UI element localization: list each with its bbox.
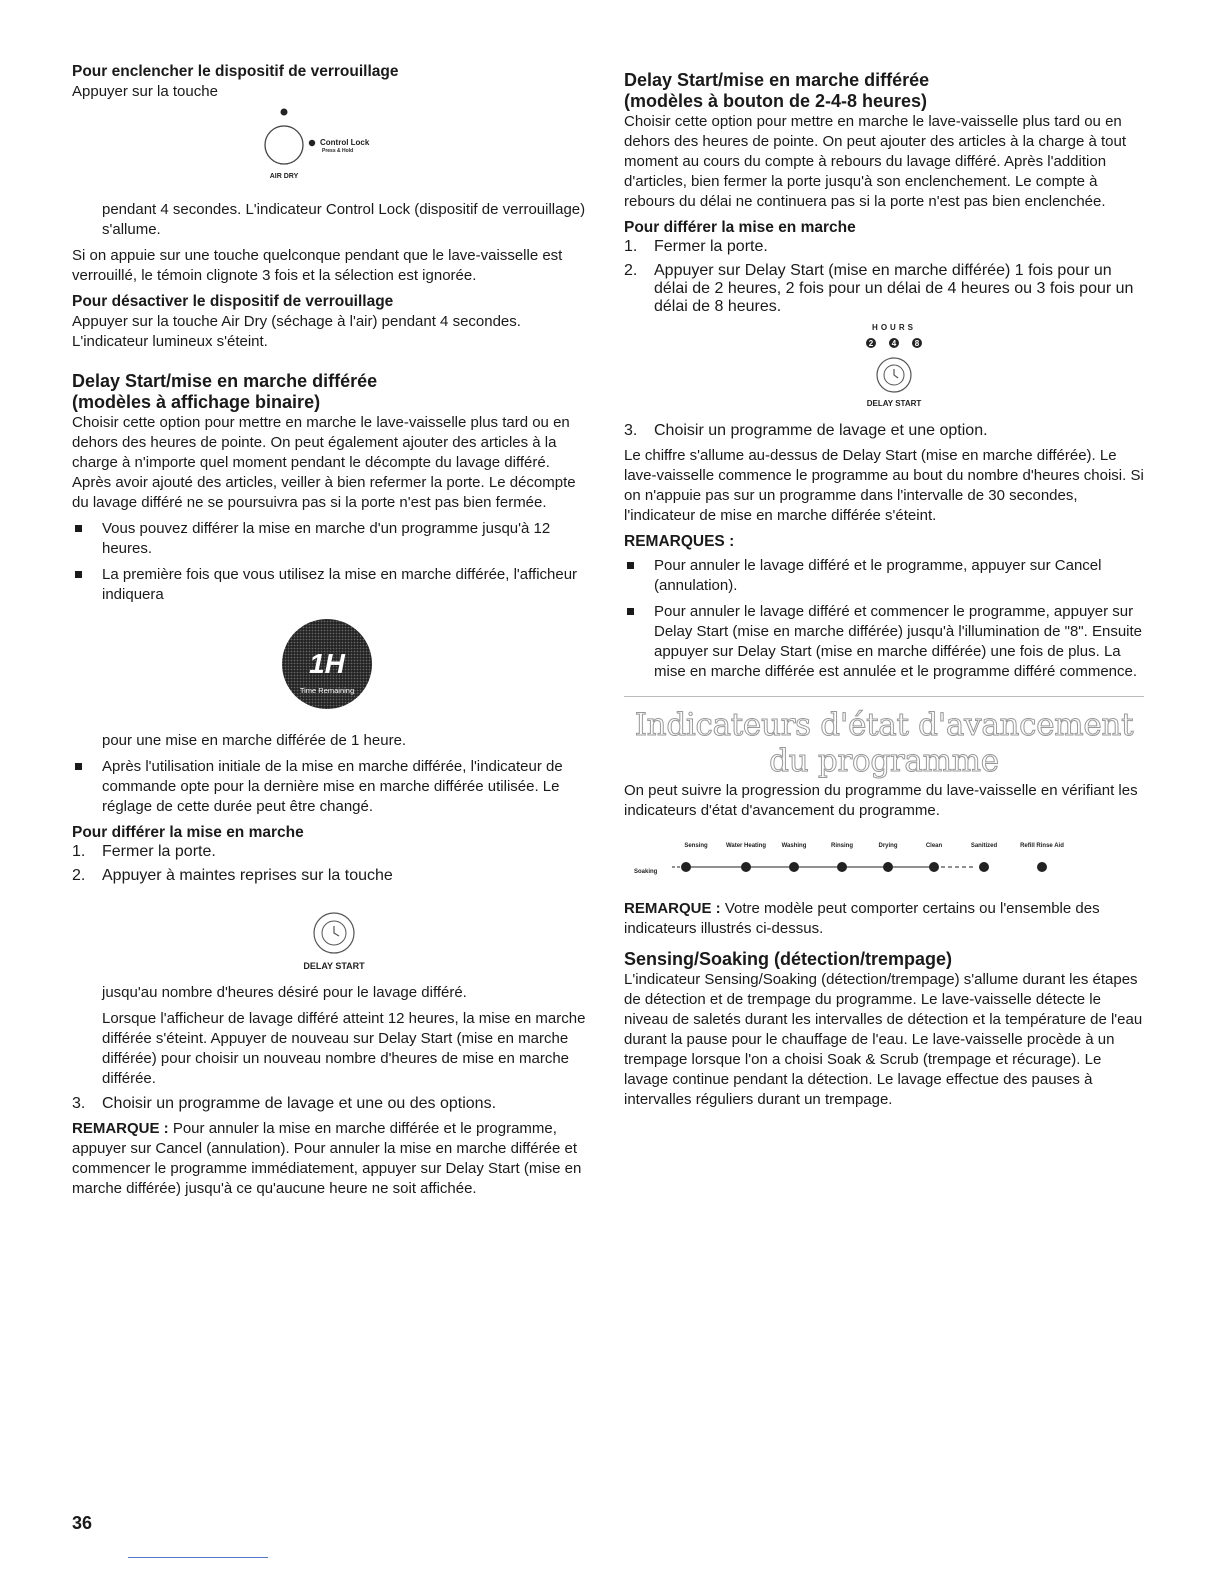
step-item [72,867,590,885]
list-item: La première fois que vous utilisez la mise en marche différée, l'afficheur indiquera [72,565,590,605]
indicator-label: Rinsing [831,843,853,849]
indicator-label: Clean [925,843,943,849]
step-item [624,238,1144,256]
delay-start-label: DELAY START [866,399,922,408]
air-dry-button-icon [232,102,432,200]
twelve-hours-text: Lorsque l'afficheur de lavage différé atteint 12 heures, la mise en marche différée s'éteint. Appuyer de nouveau sur Delay Start (mise en marche différée) pour choisir un nouveau nombre d'heures de mise en marche différée. [102,1010,586,1087]
unlock-text: Appuyer sur la touche Air Dry (séchage à l'air) pendant 4 secondes. L'indicateur lumineux s'éteint. [72,313,521,350]
delay-intro: Choisir cette option pour mettre en marche le lave-vaisselle plus tard ou en dehors des heures de pointe. On peut également ajouter des articles à la charge à n'importe quel moment pendant le décompte du lavage différé. Après avoir ajouté des articles, veiller à bien refermer la porte. Le décompte du lavage différé ne se poursuivra pas si la porte n'est pas bien fermée. [72,414,576,511]
step-number: 1. [72,843,86,860]
lock-indicator-text: pendant 4 secondes. L'indicateur Control Lock (dispositif de verrouillage) s'allume. [102,201,586,238]
delay-start-clock-icon [284,895,384,985]
indicator-label: Sanitized [970,843,998,849]
until-text: jusqu'au nombre d'heures désiré pour le lavage différé. [102,984,467,1001]
control-lock-label: Control Lock [320,138,370,147]
list-item: Après l'utilisation initiale de la mise en marche différée, l'indicateur de commande opte pour la dernière mise en marche différée utilisée. Le réglage de cette durée peut être changé. [72,757,590,817]
indicator-label: Sensing [684,843,708,849]
section-divider [624,696,1144,697]
defer-heading: Pour différer la mise en marche [624,219,856,236]
time-remaining-display [272,611,382,721]
indicator-label: Drying [878,843,898,849]
left-column [72,62,590,1199]
step-item [72,843,590,861]
hours-label: HOURS [872,323,916,332]
remarks-label: REMARQUES : [624,533,735,550]
remark-label: REMARQUE : [72,1120,169,1137]
control-lock-sub: Press & Hold [322,148,354,154]
lock-press-text: Appuyer sur la touche [72,83,218,100]
remark-label: REMARQUE : [624,900,721,917]
unlock-heading: Pour désactiver le dispositif de verrouillage [72,293,394,310]
delay-heading-2: (modèles à bouton de 2-4-8 heures) [624,91,928,111]
time-remaining-label: Time Remaining [299,686,355,695]
remark-paragraph [624,899,1144,939]
list-item: Pour annuler le lavage différé et le programme, appuyer sur Cancel (annulation). [624,556,1144,596]
right-column [624,70,1144,1110]
hours-value: 4 [891,339,897,348]
step-number: 2. [72,867,86,884]
step-item [624,262,1144,316]
step-text: Choisir un programme de lavage et une ou des options. [102,1095,497,1112]
section-title: Indicateurs d'état d'avancement [634,707,1134,743]
lock-heading: Pour enclencher le dispositif de verrouillage [72,63,399,80]
sensing-heading: Sensing/Soaking (détection/trempage) [624,949,953,969]
step-number: 3. [72,1095,86,1112]
defer-heading: Pour différer la mise en marche [72,824,304,841]
hours-delay-icon [834,322,954,422]
hours-value: 8 [914,339,920,348]
air-dry-button-figure [72,102,590,200]
step-item [624,422,1144,440]
delay-heading-1: Delay Start/mise en marche différée [624,70,930,90]
step-text: Choisir un programme de lavage et une option. [654,422,988,439]
step-number: 3. [624,422,638,439]
step-text: Fermer la porte. [654,238,768,255]
delay-intro: Choisir cette option pour mettre en marche le lave-vaisselle plus tard ou en dehors des heures de pointe. On peut ajouter des articles à la charge à tout moment au cours du compte à rebours du lavage différé. Après l'addition d'articles, bien fermer la porte jusqu'à son enclenchement. Le compte à rebours du délai ne continuera pas si la porte n'est pas bien enclenchée. [624,113,1126,210]
step-text: Fermer la porte. [102,843,216,860]
list-item: Vous pouvez différer la mise en marche d'un programme jusqu'à 12 heures. [72,519,590,559]
indicator-label: Washing [781,843,807,849]
sensing-text: L'indicateur Sensing/Soaking (détection/trempage) s'allume durant les étapes de détection et de trempage du programme. Le lave-vaisselle détecte le niveau de saletés durant les intervalles de détection et la température de l'eau durant la pause pour le chauffage de l'eau. Le lave-vaisselle procède à un trempage lorsque l'on a choisi Soak & Scrub (trempage et récurage). Le lavage continue pendant la détection. Le lavage effectue des pauses à intervalles réguliers durant un trempage. [624,971,1143,1108]
indicator-label: Refill Rinse Aid [1020,843,1064,849]
display-after-text: pour une mise en marche différée de 1 heure. [102,732,407,749]
display-value: 1H [309,648,345,679]
remark-text: Votre modèle peut comporter certains ou l'ensemble des indicateurs illustrés ci-dessus. [624,900,1100,937]
hours-delay-figure [624,322,1144,422]
footer-line [128,1557,268,1558]
status-indicators-icon [624,833,1144,903]
step-text: Appuyer sur Delay Start (mise en marche différée) 1 fois pour un délai de 2 heures, 2 fois pour un délai de 4 heures ou 3 fois pour un délai de 8 heures. [654,262,1134,315]
remark-paragraph [72,1119,590,1199]
section-title-2: du programme [769,743,999,779]
progress-intro: On peut suivre la progression du programme du lave-vaisselle en vérifiant les indicateurs d'état d'avancement du programme. [624,782,1138,819]
hours-value: 2 [868,339,874,348]
indicator-label: Water Heating [725,843,767,849]
step-text: Appuyer à maintes reprises sur la touche [102,867,393,884]
status-indicators-figure [624,827,1144,899]
binary-display-figure [72,611,590,723]
step-number: 1. [624,238,638,255]
delay-heading-1: Delay Start/mise en marche différée [72,371,378,391]
delay-start-label: DELAY START [303,961,365,971]
lock-blink-text: Si on appuie sur une touche quelconque pendant que le lave-vaisselle est verrouillé, le témoin clignote 3 fois et la sélection est ignorée. [72,247,563,284]
delay-start-figure [72,891,590,983]
page-number: 36 [72,1513,93,1533]
air-dry-label: AIR DRY [269,173,299,180]
lights-text: Le chiffre s'allume au-dessus de Delay Start (mise en marche différée). Le lave-vaisselle commence le programme au bout du nombre d'heures choisi. Si on n'appuie pas sur un programme dans l'intervalle de 30 secondes, l'indicateur de mise en marche différée s'éteint. [624,447,1144,524]
soaking-label: Soaking [634,869,658,875]
list-item: Pour annuler le lavage différé et commencer le programme, appuyer sur Delay Start (mise en marche différée) jusqu'à l'illumination de "8". Ensuite appuyer sur Delay Start (mise en marche différée) une fois de plus. La mise en marche différée est annulée et le programme différé commence. [624,602,1144,682]
step-item [72,1095,590,1113]
delay-start-clock-icon [877,358,911,392]
step-number: 2. [624,262,638,279]
remark-text: Pour annuler la mise en marche différée et le programme, appuyer sur Cancel (annulation). Pour annuler la mise en marche différée et commencer le programme immédiatement, appuyer sur Delay Start (mise en marche différée) jusqu'à ce qu'aucune heure ne soit affichée. [72,1120,582,1197]
delay-heading-2: (modèles à affichage binaire) [72,392,321,412]
